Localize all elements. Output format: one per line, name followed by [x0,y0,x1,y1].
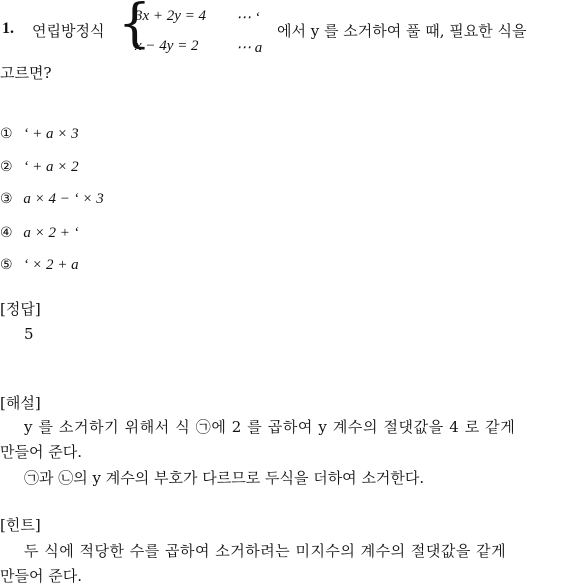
choice-2-text: ‘ + a × 2 [23,159,79,175]
question-tail: 에서 y 를 소거하여 풀 때, 필요한 식을 [277,22,527,40]
hint-line-1: 두 식에 적당한 수를 곱하여 소거하려는 미지수의 계수의 절댓값을 같게 [24,542,507,560]
choice-5-text: ‘ × 2 + a [23,257,79,273]
system-eq1-label: ⋯ ‘ [236,10,260,26]
explanation-line-1b: 만들어 준다. [0,443,82,461]
choice-5[interactable] [0,255,79,274]
choice-2-marker: ② [0,159,13,175]
choice-3-text: a × 4 − ‘ × 3 [23,191,104,207]
system-eq2: x − 4y = 2 [135,38,199,54]
choice-1-marker: ① [0,126,13,142]
hint-line-1b: 만들어 준다. [0,567,82,585]
explanation-line-1: y 를 소거하기 위해서 식 ㉠에 2 를 곱하여 y 계수의 절댓값을 4 로 같게 [24,418,516,436]
choice-3[interactable] [0,189,104,208]
system-eq2-label: ⋯ a [236,40,263,56]
question-number: 1. [2,20,14,37]
choice-5-marker: ⑤ [0,257,13,273]
explanation-heading: [해설] [0,394,41,412]
system-eq1: 3x + 2y = 4 [135,8,207,24]
choice-1-text: ‘ + a × 3 [23,126,79,142]
choice-2[interactable] [0,157,79,176]
answer-value: 5 [24,325,34,343]
explanation-line-2: ㉠과 ㉡의 y 계수의 부호가 다르므로 두식을 더하여 소거한다. [24,469,425,487]
hint-heading: [힌트] [0,516,41,534]
answer-heading: [정답] [0,300,41,318]
choice-3-marker: ③ [0,191,13,207]
choice-4-marker: ④ [0,225,13,241]
system-brace: { [118,0,152,54]
choice-4-text: a × 2 + ‘ [23,225,79,241]
choice-4[interactable] [0,223,79,242]
question-lead: 연립방정식 [32,22,105,40]
choice-1[interactable] [0,124,79,143]
question-tail-2: 고르면? [0,64,52,82]
